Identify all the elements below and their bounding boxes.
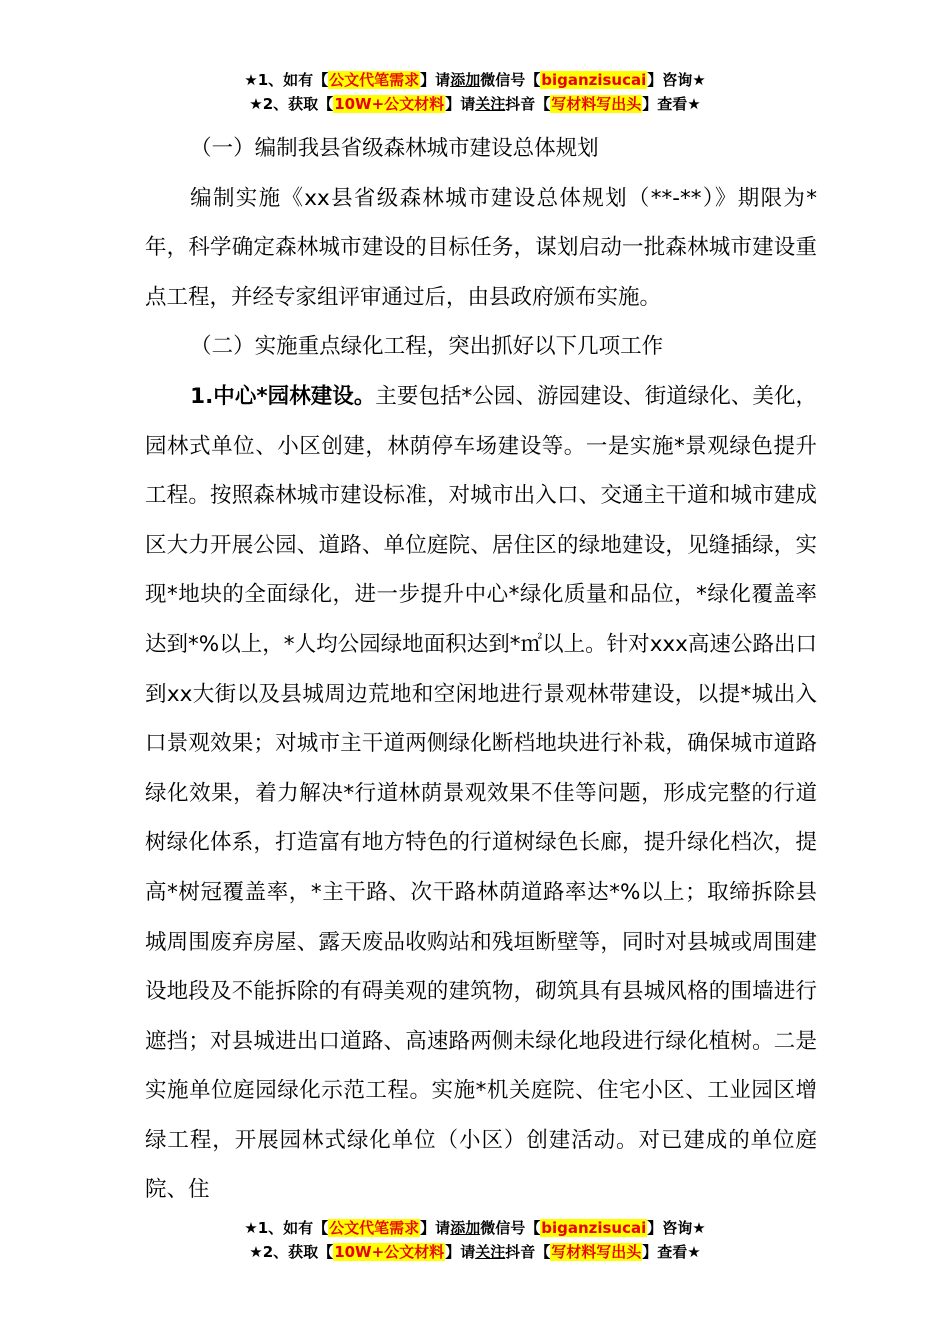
- banner-text: 】查看★: [642, 95, 701, 113]
- banner-underlined: 关注: [475, 95, 506, 113]
- banner-text: 】请: [420, 1219, 451, 1237]
- paragraph-2: [145, 372, 817, 1215]
- banner-highlight: 公文代笔需求: [329, 1219, 420, 1237]
- banner-text: ★2、获取【: [249, 1243, 334, 1261]
- banner-text: 微信号【: [480, 71, 541, 89]
- banner-line-1: [0, 68, 950, 92]
- document-body: [145, 124, 817, 1215]
- paragraph-1: 编制实施《xx县省级森林城市建设总体规划（**-**）》期限为*年，科学确定森林城市建设的目标任务，谋划启动一批森林城市建设重点工程，并经专家组评审通过后，由县政府颁布实施。: [145, 185, 817, 310]
- banner-text: ★2、获取【: [249, 95, 334, 113]
- banner-highlight: 公文代笔需求: [329, 71, 420, 89]
- banner-highlight: biganzisucai: [541, 71, 647, 89]
- banner-text: 微信号【: [480, 1219, 541, 1237]
- banner-text: 】查看★: [642, 1243, 701, 1261]
- bottom-banner: [0, 1216, 950, 1264]
- banner-text: 抖音【: [505, 1243, 551, 1261]
- banner-text: 抖音【: [505, 95, 551, 113]
- banner-text: 】咨询★: [647, 1219, 706, 1237]
- banner-text: 】咨询★: [647, 71, 706, 89]
- banner-line-2: [0, 92, 950, 116]
- paragraph-text: 主要包括*公园、游园建设、街道绿化、美化，园林式单位、小区创建，林荫停车场建设等。一是实施*景观绿色提升工程。按照森林城市建设标准，对城市出入口、交通主干道和城市建成区大力开展公园、道路、单位庭院、居住区的绿地建设，见缝插绿，实现*地块的全面绿化，进一步提升中心*绿化质量和品位，*绿化覆盖率达到*%以上，*人均公园绿地面积达到*㎡以上。针对xxx高速公路出口到xx大街以及县城周边荒地和空闲地进行景观林带建设，以提*城出入口景观效果；对城市主干道两侧绿化断档地块进行补栽，确保城市道路绿化效果，着力解决*行道林荫景观效果不佳等问题，形成完整的行道树绿化体系，打造富有地方特色的行道树绿色长廊，提升绿化档次，提高*树冠覆盖率，*主干路、次干路林荫道路率达*%以上；取缔拆除县城周围废弃房屋、露天废品收购站和残垣断壁等，同时对县城或周围建设地段及不能拆除的有碍美观的建筑物，砌筑具有县城风格的围墙进行遮挡；对县城进出口道路、高速路两侧未绿化地段进行绿化植树。二是实施单位庭园绿化示范工程。实施*机关庭院、住宅小区、工业园区增绿工程，开展园林式绿化单位（小区）创建活动。对已建成的单位庭院、住: [145, 383, 817, 1203]
- banner-text: 】请: [445, 1243, 476, 1261]
- section-heading-1: （一）编制我县省级森林城市建设总体规划: [190, 136, 599, 161]
- banner-underlined: 添加: [450, 1219, 481, 1237]
- banner-text: 】请: [445, 95, 476, 113]
- paragraph-lead: 1.中心*园林建设。: [190, 383, 376, 409]
- banner-text: ★1、如有【: [244, 71, 329, 89]
- section-heading-2: （二）实施重点绿化工程，突出抓好以下几项工作: [190, 334, 664, 360]
- banner-highlight: 10W+公文材料: [334, 95, 445, 113]
- banner-text: 】请: [420, 71, 451, 89]
- banner-highlight: 写材料写出头: [551, 1243, 642, 1261]
- top-banner: [0, 68, 950, 116]
- banner-line-1: [0, 1216, 950, 1240]
- banner-underlined: 添加: [450, 71, 481, 89]
- banner-line-2: [0, 1240, 950, 1264]
- banner-highlight: 10W+公文材料: [334, 1243, 445, 1261]
- banner-underlined: 关注: [475, 1243, 506, 1261]
- banner-highlight: 写材料写出头: [551, 95, 642, 113]
- banner-highlight: biganzisucai: [541, 1219, 647, 1237]
- banner-text: ★1、如有【: [244, 1219, 329, 1237]
